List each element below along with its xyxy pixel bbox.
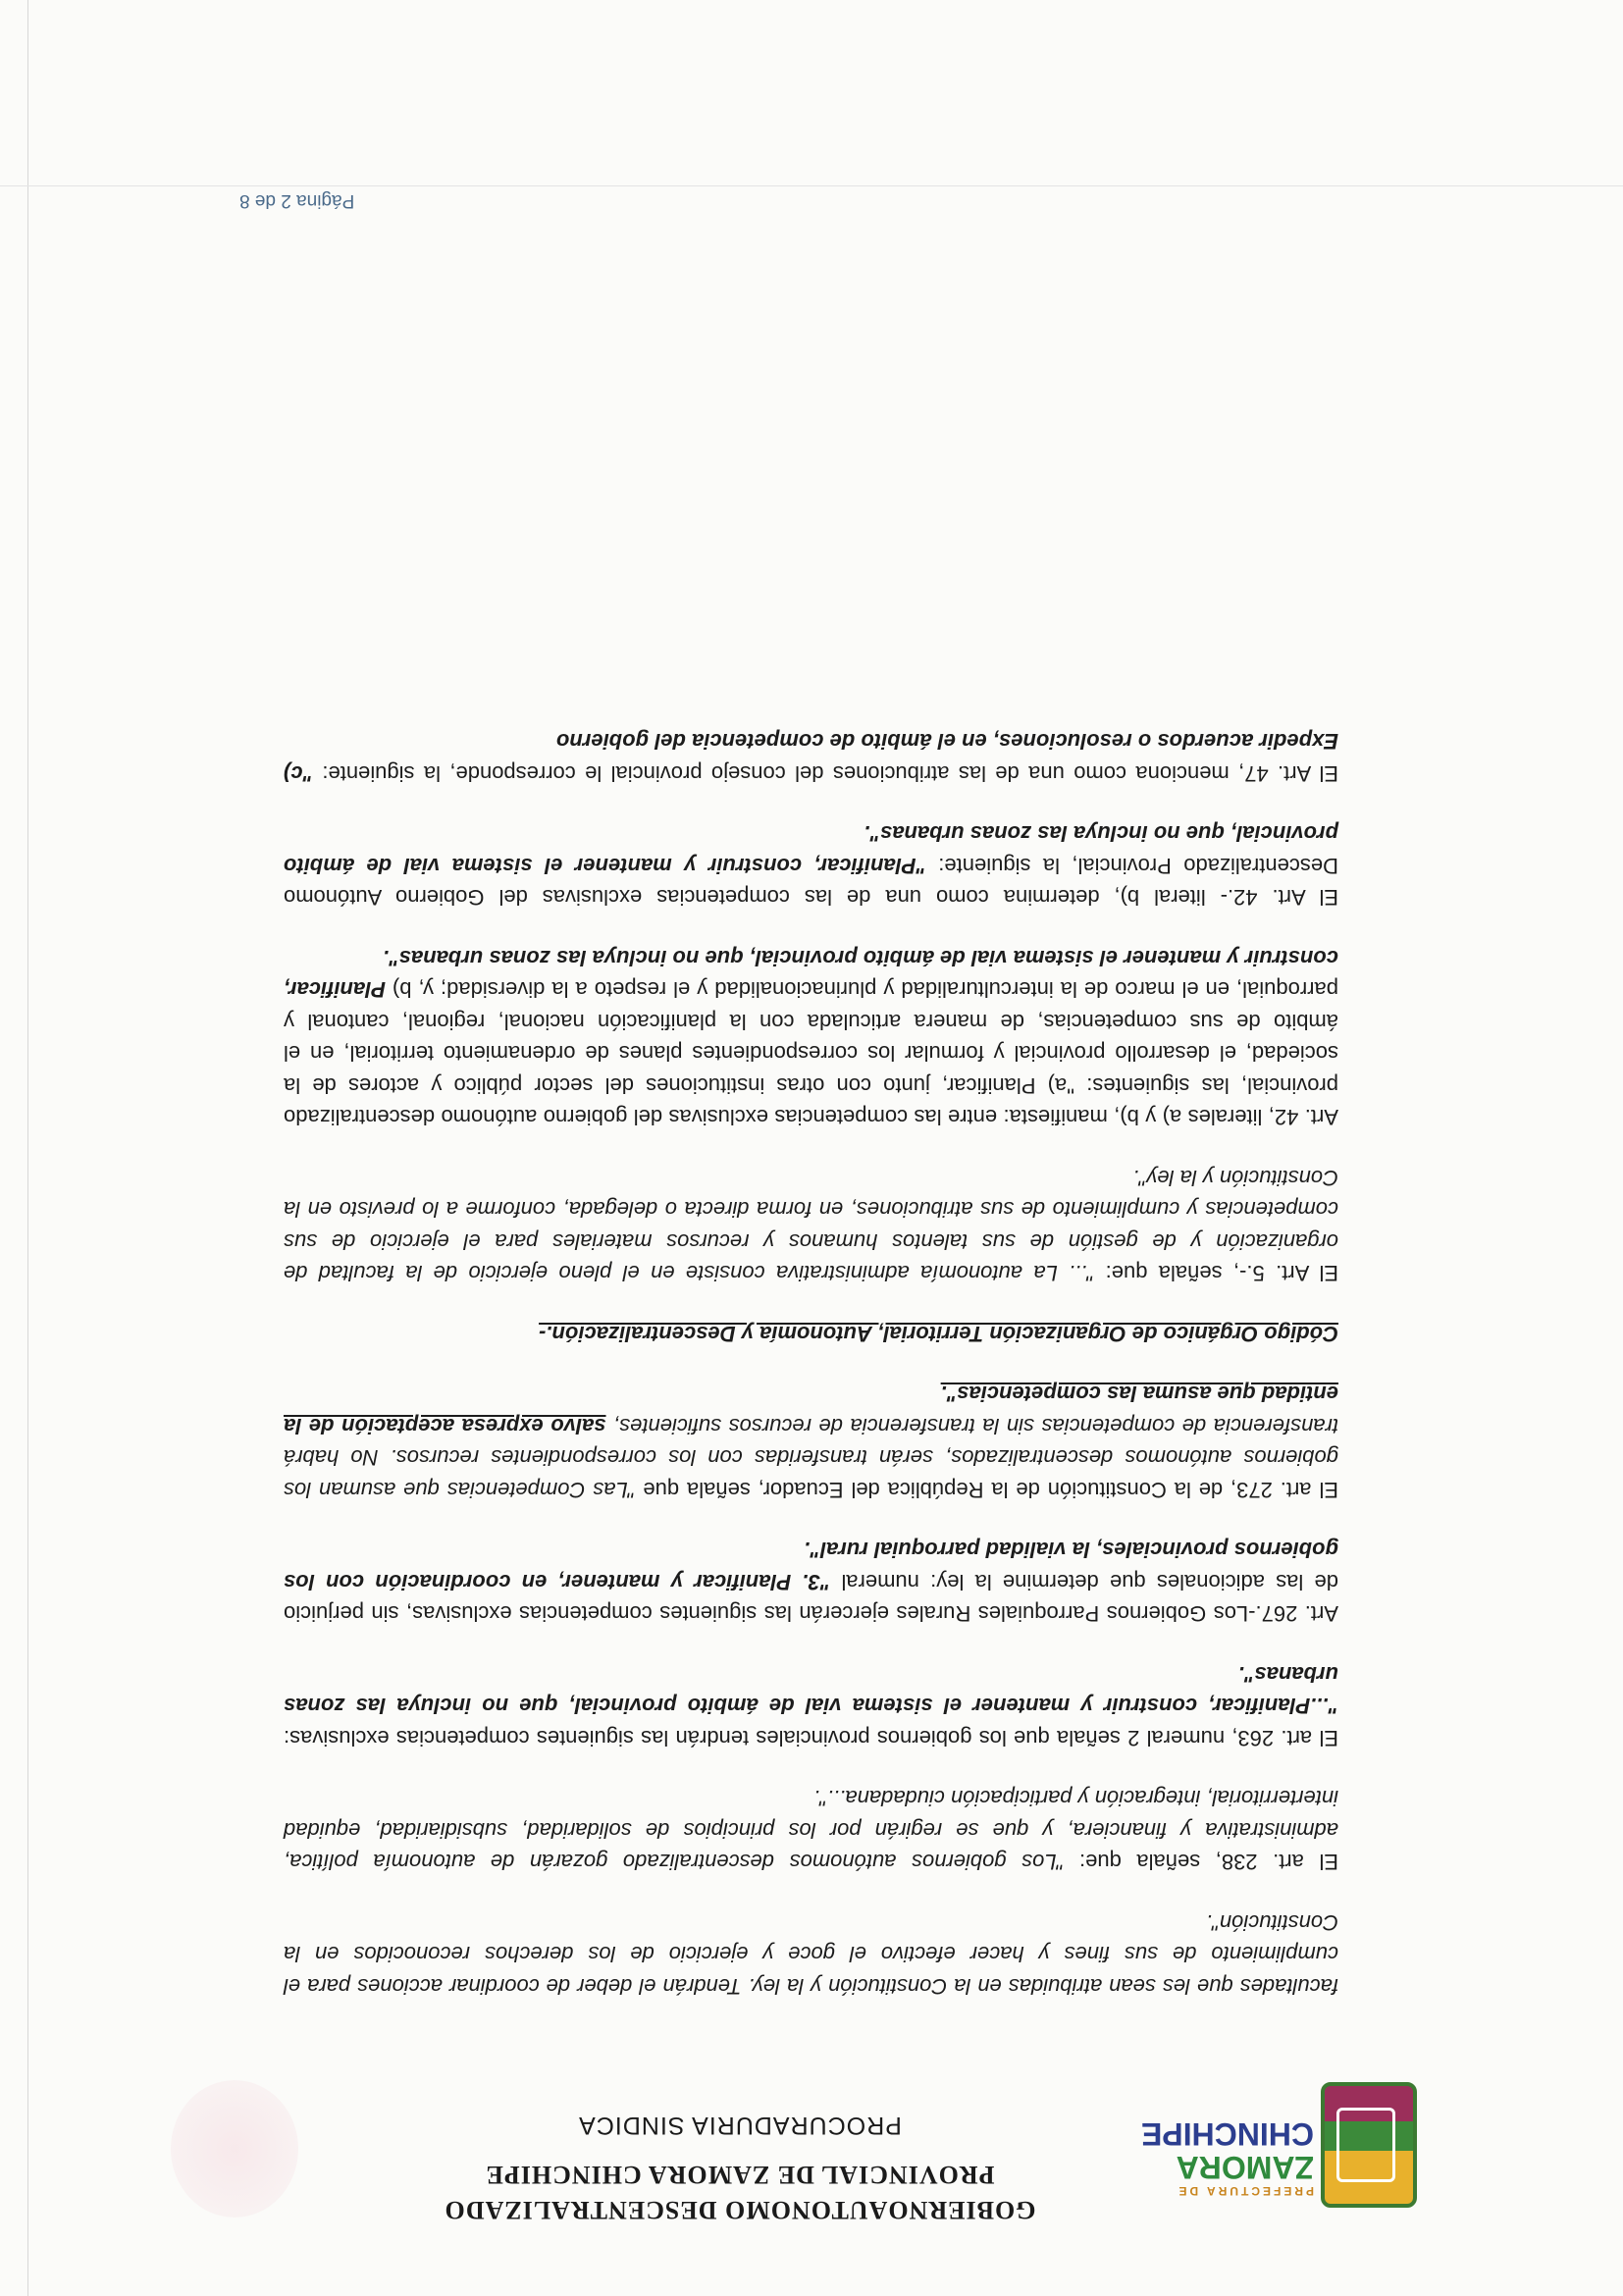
quote-text: "Los gobiernos autónomos descentralizado gozarán de autonomía política, administrativa y financiera, y que se regirán por los principios de solidaridad, subsidiaridad, equidad interterritorial, integración y participación ciudadana...".	[283, 1786, 1338, 1875]
paragraph-art-42-ab	[284, 942, 1338, 1133]
logo-small-text: PREFECTURA DE	[1176, 2184, 1314, 2198]
quote-text-bold: "...Planificar, construir y mantener el sistema vial de ámbito provincial, que no incluya las zonas urbanas".	[284, 1662, 1338, 1719]
paragraph-art-42-b	[284, 817, 1338, 913]
quote-text-underlined: salvo expresa aceptación de la entidad que asuma las competencias".	[284, 1382, 1338, 1438]
paragraph-art-273	[284, 1378, 1338, 1505]
seal-inner-frame	[1336, 2108, 1395, 2182]
paragraph-art-5	[284, 1162, 1338, 1289]
scan-edge-line	[27, 0, 28, 2296]
paragraph-lead: El Art. 5.-, señala que:	[1094, 1261, 1338, 1286]
paragraph-lead: Art. 267.-Los Gobiernos Parroquiales Rurales ejercerán las siguientes competencias exclusivas, sin perjuicio de las adicionales que determine la ley: numeral	[284, 1570, 1338, 1627]
paragraph-lead: El art. 263, numeral 2 señala que los gobiernos provinciales tendrán las siguientes competencias exclusivas:	[284, 1726, 1338, 1750]
logo-line-2: CHINCHIPE	[1140, 2116, 1314, 2152]
quote-text: facultades que les sean atribuidas en la Constitución y la ley. Tendrán el deber de coordinar acciones para el cumplimiento de sus fines y hacer efectivo el goce y ejercicio de los derechos reconocidos en la Constitución".	[284, 1910, 1338, 1999]
paragraph-lead: El Art. 47, menciona como una de las atribuciones del consejo provincial le corresponde, la siguiente:	[313, 761, 1338, 786]
quote-text-bold: "3. Planificar y mantener, en coordinación con los gobiernos provinciales, la vialidad parroquial rural".	[283, 1538, 1338, 1594]
paragraph-constitution-facultades	[284, 1906, 1338, 2003]
quote-text-bold: "Planificar, construir y mantener el sistema vial de ámbito provincial, que no incluya las zonas urbanas".	[283, 821, 1338, 878]
coat-of-arms-icon	[1321, 2082, 1417, 2208]
paragraph-art-47	[284, 725, 1338, 789]
organization-name-line-2: PROVINCIAL DE ZAMORA CHINCHIPE	[485, 2161, 995, 2189]
paragraph-lead: El art. 238, señala que:	[1064, 1850, 1338, 1875]
faded-stamp-icon	[171, 2080, 298, 2218]
scan-fold-line	[0, 185, 1623, 186]
quote-text: "a) Planificar, junto con otras instituciones del sector público y actores de la sociedad, el desarrollo provincial y formular los correspondientes planes de ordenamiento territorial, en el ámbito de sus competencias, de manera articulada con la planificación nacional, regional, cantonal y parroquial, en el marco de la interculturalidad y plurinacionalidad y el respeto a la diversidad; y, b)	[284, 977, 1338, 1098]
paragraph-art-263	[284, 1658, 1338, 1754]
quote-text-bold: "c) Expedir acuerdos o resoluciones, en el ámbito de competencia del gobierno	[284, 729, 1338, 786]
logo-line-1: ZAMORA	[1176, 2150, 1314, 2185]
organization-title-block	[396, 2111, 1083, 2227]
page-number: Página 2 de 8	[239, 190, 355, 211]
logo-wordmark	[1140, 2116, 1314, 2198]
prefectura-logo	[1140, 2070, 1456, 2218]
section-heading: Código Orgánico de Organización Territorial, Autonomía y Descentralización.-	[539, 1322, 1338, 1346]
quote-text: "Las Competencias que asuman los gobiernos autónomos descentralizados, serán transferidas con los correspondientes recursos. No habrá transferencia de competencias sin la transferencia de recursos suficientes,	[283, 1414, 1338, 1502]
document-body	[284, 697, 1338, 2002]
paragraph-lead: El Art. 42.- literal b), determina como una de las competencias exclusivas del Gobierno Autónomo Descentralizado Provincial, la siguiente:	[284, 854, 1338, 911]
organization-name-line-1: GOBIERNOAUTONOMO DESCENTRALIZADO	[444, 2196, 1036, 2224]
paragraph-lead: Art. 42, literales a) y b), manifiesta: entre las competencias exclusivas del gobierno autónomo descentralizado provincial, las siguientes:	[284, 1073, 1338, 1130]
quote-text-bold: Planificar, construir y mantener el sistema vial de ámbito provincial, que no incluya las zonas urbanas".	[284, 946, 1338, 1003]
letterhead	[161, 2021, 1456, 2237]
quote-text: "... La autonomía administrativa consiste en el pleno ejercicio de la facultad de organización y de gestión de sus talentos humanos y recursos materiales para el ejercicio de sus competencias y cumplimiento de sus atribuciones, en forma directa o delegada, conforme a lo previsto en la Constitución y la ley".	[284, 1166, 1338, 1286]
paragraph-art-267	[284, 1534, 1338, 1630]
department-name: PROCURADURIA SINDICA	[578, 2112, 902, 2139]
paragraph-lead: El art. 273, de la Constitución de la República del Ecuador, señala que	[635, 1478, 1338, 1502]
section-heading-cootad	[284, 1318, 1338, 1350]
paragraph-art-238	[284, 1782, 1338, 1878]
